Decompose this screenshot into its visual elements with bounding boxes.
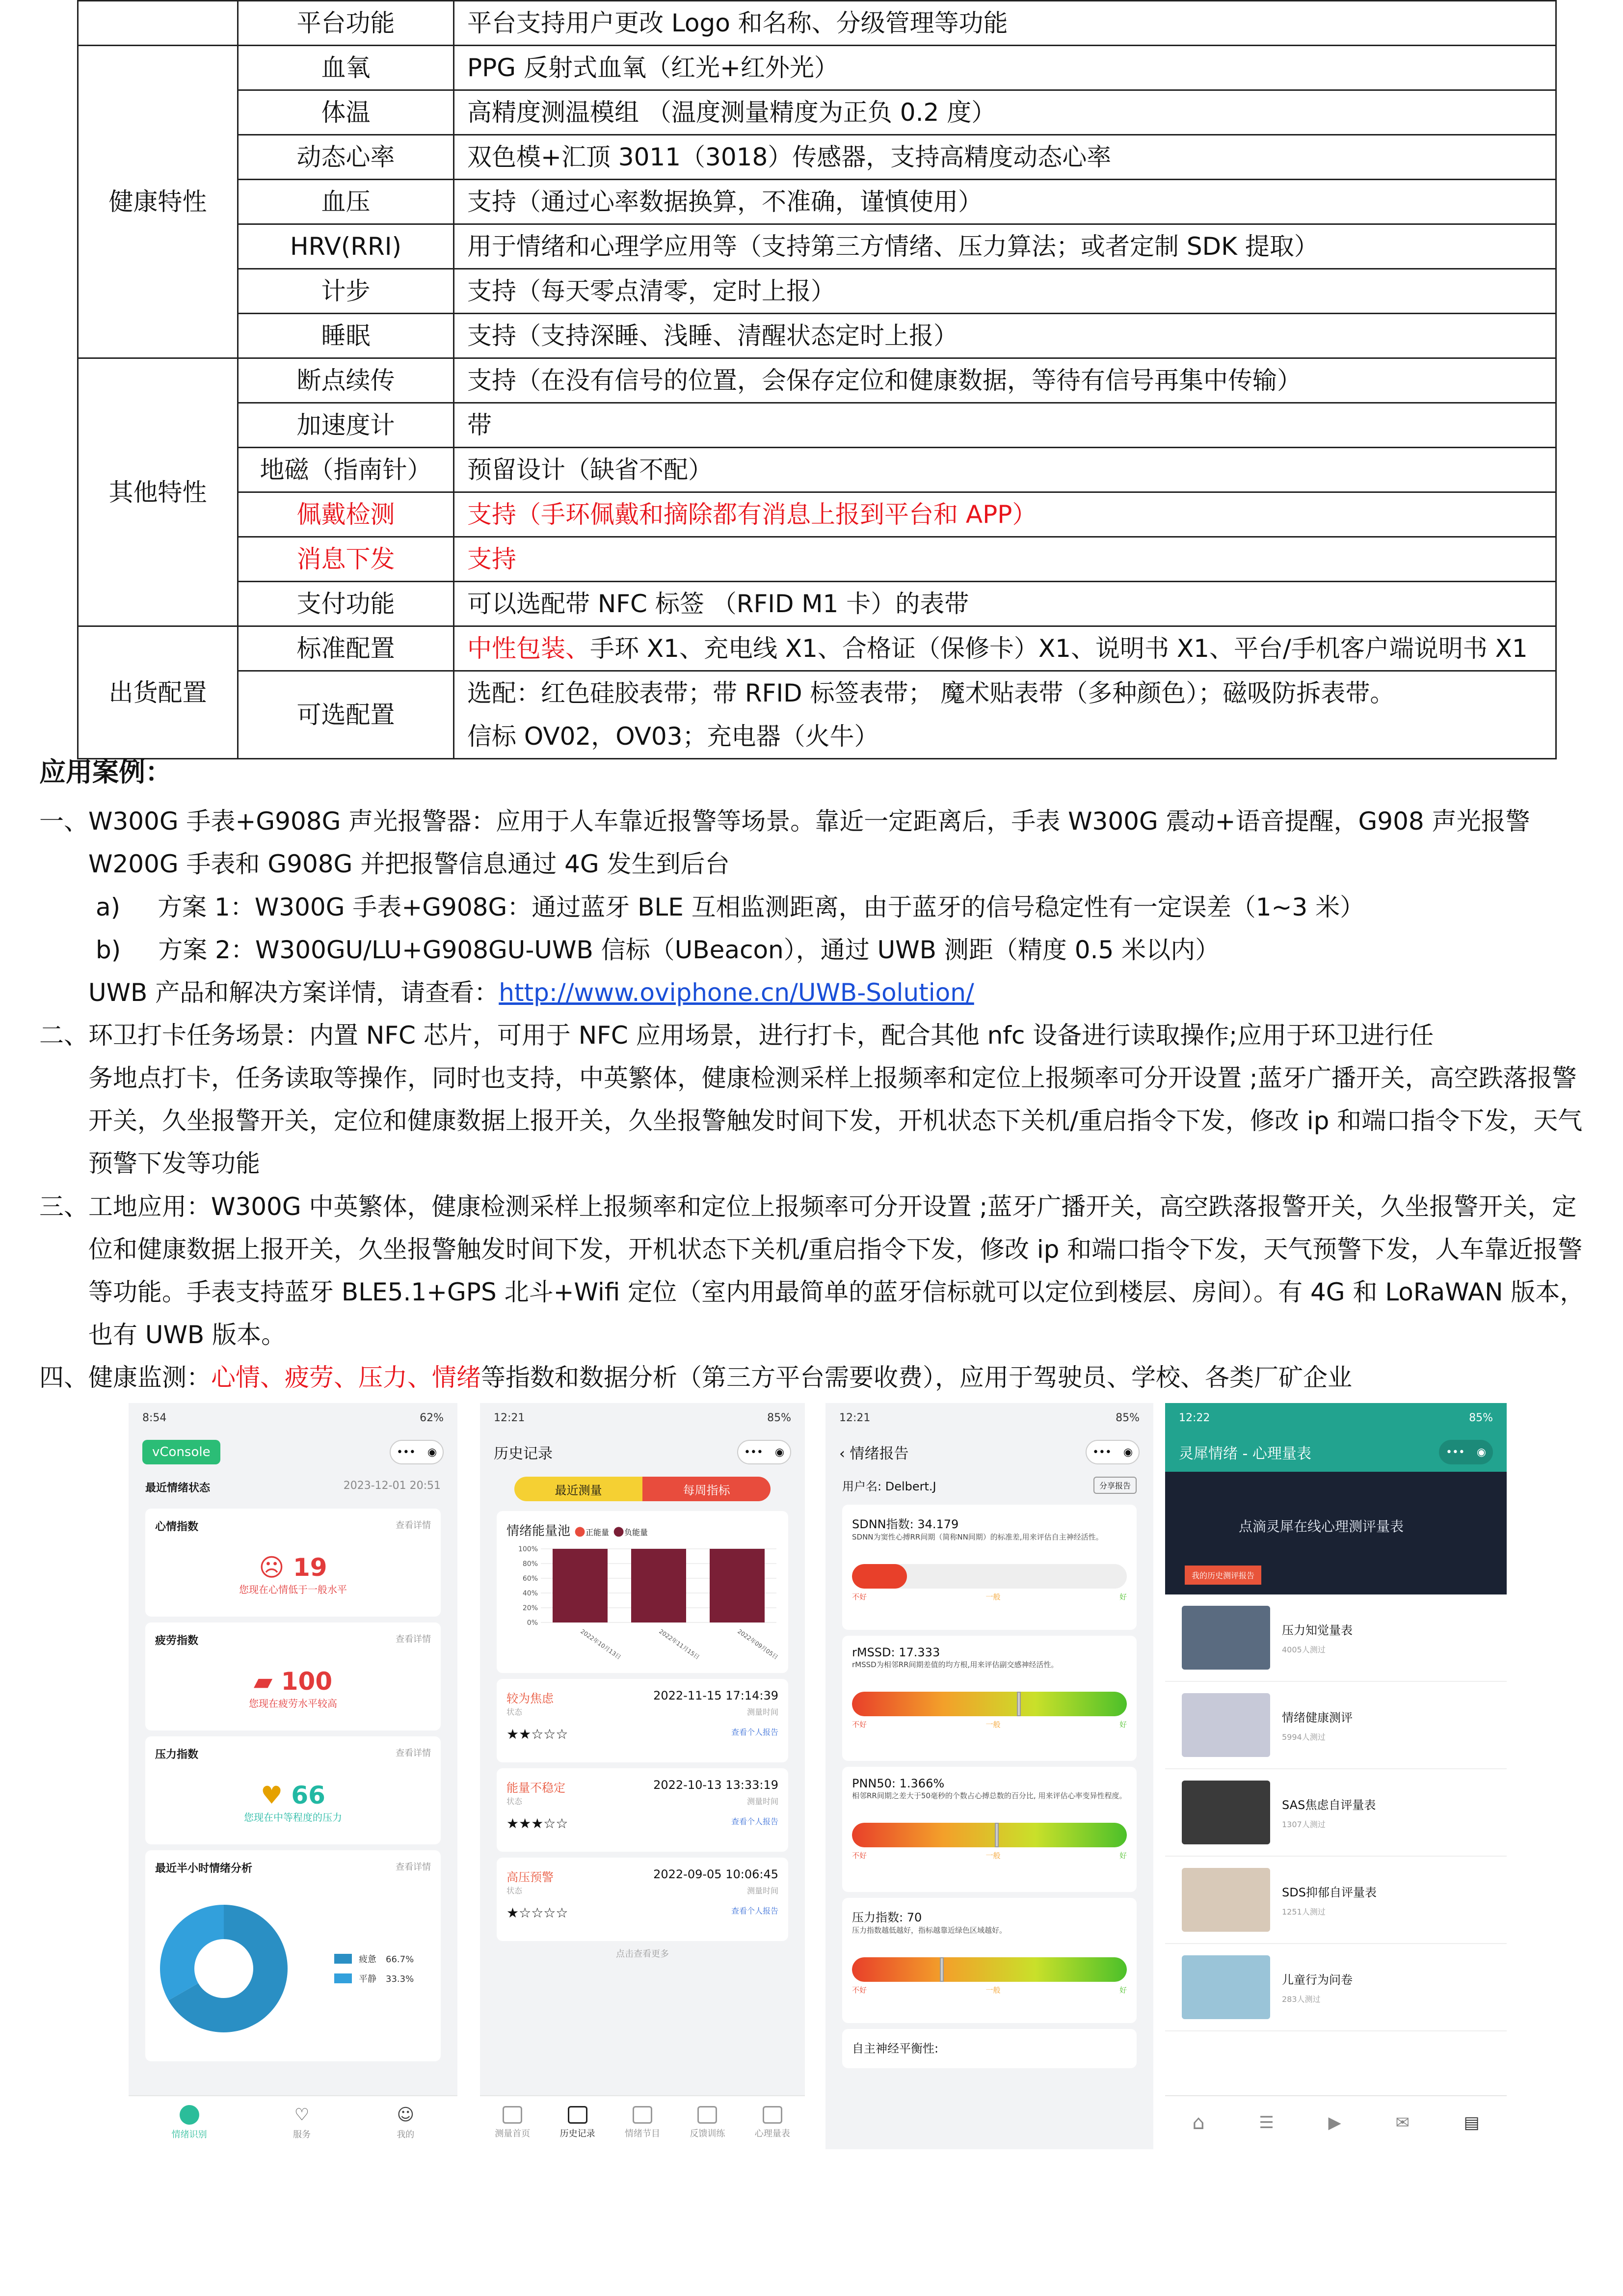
uwb-solution-link[interactable]: http://www.oviphone.cn/UWB-Solution/ [499,978,974,1007]
value-cell: PPG 反射式血氧（红光+红外光） [454,46,1556,90]
x-tick-label: 2022年11月15日 [658,1627,701,1661]
status-bar [129,1403,457,1432]
table-row [78,314,1556,358]
tab-recent[interactable]: 最近测量 [514,1477,642,1501]
bar [710,1549,765,1622]
value-cell: 带 [454,403,1556,448]
tab-emotion[interactable]: 情绪识别 [172,2105,207,2140]
stress-card[interactable] [145,1736,441,1844]
value-cell [454,671,1556,759]
scale-thumbnail [1182,1868,1270,1932]
table-row [78,448,1556,492]
scale-thumbnail [1182,1955,1270,2019]
tab-icon [568,2106,587,2124]
y-tick-label: 0% [527,1619,538,1627]
table-row [78,537,1556,582]
scale-count: 4005人测过 [1282,1645,1326,1654]
metric-desc: 相邻RR间期之差大于50毫秒的个数占心搏总数的百分比, 用来评估心率变异性程度。 [852,1791,1127,1800]
mood-value: 19 [293,1553,327,1582]
record-state: 较为焦虑 [506,1692,554,1705]
scale-list-item[interactable] [1165,1944,1507,2031]
face-icon: ☺ [397,2105,415,2125]
feature-cell: 地磁（指南针） [238,448,454,492]
feature-cell: 断点续传 [238,358,454,403]
history-report-button[interactable]: 我的历史测评报告 [1185,1566,1261,1585]
card-title: 最近半小时情绪分析 [155,1863,253,1875]
metric-desc: rMSSD为相邻RR间期差值的均方根,用来评估副交感神经活性。 [852,1660,1059,1669]
case-text: 工地应用：W300G 中英繁体，健康检测采样上报频率和定位上报频率可分开设置 ;蓝牙广播开关，高空跌落报警开关，久坐报警开关，定位和健康数据上报开关，久坐报警触发时间下发，开机状态下关机/重启指令下发，修改 ip 和端口指令下发，天气预警下发，人车靠近报警等功能。手表支持蓝牙 BLE5.1+GPS 北斗+Wifi 定位（室内用最简单的蓝牙信标就可以定位到楼层、房间）。有 4G 和 LoRaWAN 版本，也有 UWB 版本。 [88,1192,1585,1349]
energy-chart-card [497,1511,788,1673]
x-tick-label: 2022年09月05日 [736,1627,779,1661]
scale-count: 5994人测过 [1282,1732,1326,1742]
capsule-menu[interactable] [1086,1440,1140,1464]
state-label: 状态 [506,1707,523,1717]
banner-title: 点滴灵犀在线心理测评量表 [1239,1518,1404,1535]
case-text: 务地点打卡，任务读取等操作，同时也支持，中英繁体，健康检测采样上报频率和定位上报频率可分开设置 ;蓝牙广播开关，高空跌落报警开关，久坐报警开关，定位和健康数据上报开关，久坐报警触发时间下发，开机状态下关机/重启指令下发，修改 ip 和端口指令下发，天气预警下发等功能 [88,1064,1583,1178]
metric-card [842,1767,1137,1892]
metric-gauge [852,1823,1127,1847]
tab-icon [503,2106,522,2124]
value-line: 选配：红色硅胶表带；带 RFID 标签表带； 魔术贴表带（多种颜色）；磁吸防拆表带。 [467,679,1395,707]
legend-swatch [334,1954,352,1964]
value-cell: 支持（手环佩戴和摘除都有消息上报到平台和 APP） [454,492,1556,537]
scale-count: 1307人测过 [1282,1820,1326,1829]
report-link[interactable]: 查看个人报告 [731,1817,778,1826]
username: 用户名: Delbert.J [842,1480,936,1493]
feature-cell: 体温 [238,90,454,135]
table-row [78,269,1556,314]
capsule-menu[interactable] [737,1440,791,1464]
screenshot-report [825,1403,1153,2149]
close-icon[interactable]: ◉ [1476,1446,1487,1459]
scale-name: 压力知觉量表 [1282,1623,1353,1637]
case-1-link-line [88,972,974,1014]
rating-stars: ★★★☆☆ [506,1815,568,1832]
feature-cell: 计步 [238,269,454,314]
emotion-pie-chart [155,1885,430,2052]
metric-title: 压力指数: 70 [852,1911,922,1924]
feature-cell: 平台功能 [238,1,454,46]
case-text: W300G 手表+G908G 声光报警器：应用于人车靠近报警等场景。靠近一定距离后，手表 W300G 震动+语音提醒，G908 声光报警 W200G 手表和 G908G 并把报警信息通过 4G 发生到后台 [88,807,1530,878]
scale-low: 不好 [852,1851,867,1860]
pie-slice [160,1905,224,2000]
card-title: 心情指数 [155,1521,199,1533]
case-number: 二、 [39,1021,88,1050]
screenshot-history [480,1403,805,2149]
y-tick-label: 20% [522,1604,538,1612]
battery-low-icon: ▰ [253,1667,273,1696]
category-cell: 健康特性 [78,46,238,358]
time-label: 测量时间 [746,1797,778,1806]
case-red-text: 心情、疲劳、压力、情绪 [211,1363,481,1392]
feature-cell: 动态心率 [238,135,454,180]
option-label: b) [96,936,121,964]
x-tick-label: 2022年10月13日 [579,1627,622,1661]
feature-cell: 血压 [238,180,454,224]
metric-list [825,1505,1153,2068]
metric-desc: 压力指数越低越好，指标越靠近绿色区域越好。 [852,1926,1007,1935]
card-title: 疲劳指数 [155,1635,199,1647]
table-row [78,358,1556,403]
share-button[interactable]: 分享报告 [1093,1477,1137,1494]
record-card[interactable] [497,1858,788,1941]
more-icon[interactable]: ••• [1092,1446,1112,1459]
value-cell: 双色模+汇顶 3011（3018）传感器，支持高精度动态心率 [454,135,1556,180]
rating-stars: ★★☆☆☆ [506,1726,568,1742]
scale-name: SDS抑郁自评量表 [1282,1886,1377,1899]
report-link[interactable]: 查看个人报告 [731,1906,778,1916]
screenshot-scales [1165,1403,1507,2149]
metric-title: 自主神经平衡性: [852,2042,939,2055]
legend-pos: 正能量 [585,1528,609,1537]
record-time: 2022-11-15 17:14:39 [653,1689,778,1702]
value-cell: 支持（通过心率数据换算，不准确，谨慎使用） [454,180,1556,224]
legend-dot-neg: ● [613,1524,624,1539]
case-3 [39,1186,1597,1356]
emotion-tab-icon [180,2105,199,2125]
recent-label: 最近情绪状态 [145,1482,211,1494]
page-title: 历史记录 [494,1445,553,1462]
page-title: 灵犀情绪 - 心理量表 [1179,1445,1311,1462]
tab-weekly[interactable]: 每周指标 [642,1477,771,1501]
value-red-text: 中性包装、 [467,634,590,663]
video-icon[interactable]: ▶ [1328,2113,1341,2133]
load-more[interactable]: 点击查看更多 [616,1949,669,1959]
legend-value: 66.7% [386,1954,414,1965]
status-bar: 12:22 85% [1179,1411,1493,1424]
metric-card [842,2029,1137,2068]
table-row [78,46,1556,90]
value-line: 信标 OV02，OV03；充电器（火牛） [467,722,879,751]
scale-high: 好 [1119,1851,1127,1860]
y-tick-label: 100% [518,1545,538,1553]
case-number: 四、 [39,1363,88,1392]
y-tick-label: 80% [522,1560,538,1568]
metric-gauge [852,1692,1127,1716]
status-time: 8:54 [142,1411,167,1424]
scale-thumbnail [1182,1606,1270,1670]
stress-icon: ♥ [261,1781,283,1810]
value-cell: 高精度测温模组 （温度测量精度为正负 0.2 度） [454,90,1556,135]
scale-thumbnail [1182,1781,1270,1844]
option-text: 方案 1：W300G 手表+G908G：通过蓝牙 BLE 互相监测距离，由于蓝牙的信号稳定性有一定误差（1~3 米） [158,893,1365,921]
table-row [78,492,1556,537]
scale-list-item[interactable] [1165,1682,1507,1769]
record-list [480,1679,805,1941]
record-time: 2022-10-13 13:33:19 [653,1778,778,1792]
case-number: 三、 [39,1192,88,1221]
legend-dot-pos: ● [574,1524,585,1539]
scale-count: 283人测过 [1282,1995,1321,2004]
time-label: 测量时间 [746,1707,778,1717]
scale-high: 好 [1119,1593,1127,1601]
sad-face-icon: ☹ [259,1553,285,1582]
back-icon[interactable]: ‹ [839,1445,845,1462]
mood-card[interactable] [145,1509,441,1617]
scale-low: 不好 [852,1593,867,1601]
case-1 [39,800,1597,886]
metric-title: SDNN指数: 34.179 [852,1517,959,1531]
value-cell: 预留设计（缺省不配） [454,448,1556,492]
legend-label: 平静 [359,1974,376,1984]
capsule-menu[interactable] [390,1440,444,1464]
option-label: a) [96,893,121,921]
table-row [78,135,1556,180]
y-tick-label: 40% [522,1590,538,1597]
scale-mid: 一般 [985,1851,1001,1860]
category-cell [78,1,238,46]
metric-title: rMSSD: 17.333 [852,1646,940,1659]
tab-icon [763,2106,782,2124]
category-cell: 其他特性 [78,358,238,626]
segment-control [514,1477,771,1501]
feature-cell: 佩戴检测 [238,492,454,537]
value-cell: 支持（在没有信号的位置，会保存定位和健康数据，等待有信号再集中传输） [454,358,1556,403]
record-card[interactable] [497,1679,788,1762]
table-row [78,90,1556,135]
value-cell: 支持（每天零点清零，定时上报） [454,269,1556,314]
legend-neg: 负能量 [624,1528,648,1537]
tab-item[interactable]: 反馈训练 [690,2106,725,2139]
value-text: 手环 X1、充电线 X1、合格证（保修卡）X1、说明书 X1、平台/手机客户端说明书 X1 [590,634,1528,663]
screenshot-emotion-home [129,1403,457,2149]
feature-cell: 支付功能 [238,582,454,626]
time-label: 测量时间 [746,1886,778,1895]
feature-cell: 标准配置 [238,626,454,671]
table-row [78,403,1556,448]
feature-cell: 可选配置 [238,671,454,759]
more-icon[interactable]: ••• [1445,1446,1465,1459]
tab-icon [633,2106,652,2124]
bar [553,1549,608,1622]
link-prefix: UWB 产品和解决方案详情，请查看： [88,978,499,1007]
fatigue-value: 100 [281,1667,333,1696]
table-row [78,1,1556,46]
metric-card [842,1898,1137,2023]
half-hour-card [145,1850,441,2061]
spec-table [77,0,1557,759]
scale-low: 不好 [852,1986,867,1995]
scale-list [1165,1594,1507,2031]
history-icon[interactable]: ☰ [1259,2113,1274,2133]
feature-cell: HRV(RRI) [238,224,454,269]
scale-list-item[interactable] [1165,1769,1507,1857]
heart-icon: ♡ [294,2105,310,2125]
record-state: 能量不稳定 [506,1781,565,1795]
feature-cell: 消息下发 [238,537,454,582]
detail-link[interactable]: 查看详情 [396,1634,431,1645]
tab-bar [1165,2095,1507,2149]
fatigue-card[interactable] [145,1622,441,1730]
feature-cell: 血氧 [238,46,454,90]
case-1-option-a [96,886,1364,929]
report-link[interactable]: 查看个人报告 [731,1728,778,1737]
table-row [78,582,1556,626]
scale-count: 1251人测过 [1282,1907,1326,1917]
detail-link[interactable]: 查看详情 [396,1748,431,1758]
value-cell [454,626,1556,671]
close-icon[interactable]: ◉ [427,1446,437,1459]
scale-high: 好 [1119,1720,1127,1729]
case-prefix: 健康监测： [88,1363,211,1392]
case-1-option-b [96,929,1220,972]
scale-low: 不好 [852,1720,867,1729]
table-row [78,224,1556,269]
detail-link[interactable]: 查看详情 [396,1862,431,1872]
metric-title: PNN50: 1.366% [852,1777,945,1790]
section-title: 应用案例： [39,756,172,787]
tab-mine[interactable]: ☺ 我的 [397,2105,415,2140]
tab-item[interactable]: 测量首页 [495,2106,530,2139]
table-row [78,671,1556,759]
feature-cell: 加速度计 [238,403,454,448]
card-title: 压力指数 [155,1749,199,1761]
scale-thumbnail [1182,1693,1270,1757]
metric-card [842,1505,1137,1630]
scale-list-item[interactable] [1165,1857,1507,1944]
tab-service[interactable]: ♡ 服务 [293,2105,311,2140]
legend-swatch [334,1973,352,1983]
value-cell: 支持 [454,537,1556,582]
scale-high: 好 [1119,1986,1127,1995]
stress-value: 66 [291,1781,325,1810]
tab-item[interactable]: 心理量表 [755,2106,790,2139]
case-number: 一、 [39,807,88,836]
state-label: 状态 [506,1797,523,1806]
scale-mid: 一般 [985,1593,1001,1601]
metric-gauge [852,1957,1127,1982]
close-icon[interactable]: ◉ [1123,1446,1133,1459]
vconsole-button[interactable]: vConsole [142,1440,220,1464]
table-row [78,626,1556,671]
category-cell: 出货配置 [78,626,238,759]
state-label: 状态 [506,1886,523,1895]
record-card[interactable] [497,1768,788,1852]
scale-name: SAS焦虑自评量表 [1282,1798,1376,1812]
case-4 [39,1356,1597,1399]
tab-item[interactable]: 历史记录 [560,2106,595,2139]
close-icon[interactable]: ◉ [774,1446,785,1459]
case-text-line1: 环卫打卡任务场景：内置 NFC 芯片，可用于 NFC 应用场景，进行打卡，配合其他 nfc 设备进行读取操作;应用于环卫进行任 [88,1021,1434,1050]
tab-item[interactable]: 情绪节目 [625,2106,660,2139]
value-cell: 平台支持用户更改 Logo 和名称、分级管理等功能 [454,1,1556,46]
case-suffix: 等指数和数据分析（第三方平台需要收费），应用于驾驶员、学校、各类厂矿企业 [481,1363,1352,1392]
tab-icon [697,2106,717,2124]
status-bar: 12:21 85% [839,1411,1140,1424]
feedback-icon[interactable]: ✉ [1395,2113,1410,2133]
chart-title: 情绪能量池 [506,1524,571,1539]
value-cell: 支持（支持深睡、浅睡、清醒状态定时上报） [454,314,1556,358]
banner [1165,1472,1507,1594]
record-time: 2022-09-05 10:06:45 [653,1867,778,1881]
record-state: 高压预警 [506,1870,554,1884]
fatigue-desc: 您现在疲劳水平较高 [249,1698,337,1709]
feature-cell: 睡眠 [238,314,454,358]
capsule-menu[interactable] [1439,1440,1493,1464]
legend-value: 33.3% [386,1974,414,1984]
metric-desc: SDNN为窦性心搏RR间期（简称NN间期）的标准差,用来评估自主神经活性。 [852,1533,1103,1541]
battery-level: 62% [420,1411,444,1424]
more-icon[interactable]: ••• [744,1446,763,1459]
y-tick-label: 60% [522,1575,538,1583]
detail-link[interactable]: 查看详情 [396,1520,431,1531]
scale-list-item[interactable] [1165,1594,1507,1682]
scale-name: 儿童行为问卷 [1282,1973,1353,1987]
scale-mid: 一般 [985,1986,1001,1995]
tab-bar [480,2095,805,2149]
status-bar: 12:21 85% [494,1411,791,1424]
rating-stars: ★☆☆☆☆ [506,1905,568,1921]
stress-desc: 您现在中等程度的压力 [244,1811,342,1823]
bar [631,1549,686,1622]
metric-gauge [852,1564,1127,1589]
value-cell: 用于情绪和心理学应用等（支持第三方情绪、压力算法；或者定制 SDK 提取） [454,224,1556,269]
table-row [78,180,1556,224]
recent-time: 2023-12-01 20:51 [343,1480,441,1492]
case-2 [39,1014,1597,1185]
scale-icon[interactable]: ▤ [1463,2113,1480,2133]
page-title: 情绪报告 [850,1445,909,1462]
home-icon[interactable]: ⌂ [1192,2111,1205,2134]
value-cell: 可以选配带 NFC 标签 （RFID M1 卡）的表带 [454,582,1556,626]
mood-desc: 您现在心情低于一般水平 [239,1584,347,1595]
energy-bar-chart [506,1539,791,1667]
option-text: 方案 2：W300GU/LU+G908GU-UWB 信标（UBeacon），通过 UWB 测距（精度 0.5 米以内） [158,936,1220,964]
metric-card [842,1636,1137,1761]
scale-mid: 一般 [985,1720,1001,1729]
more-icon[interactable]: ••• [396,1446,416,1459]
tab-bar [129,2095,457,2149]
scale-name: 情绪健康测评 [1282,1711,1353,1725]
legend-label: 疲惫 [359,1954,376,1965]
